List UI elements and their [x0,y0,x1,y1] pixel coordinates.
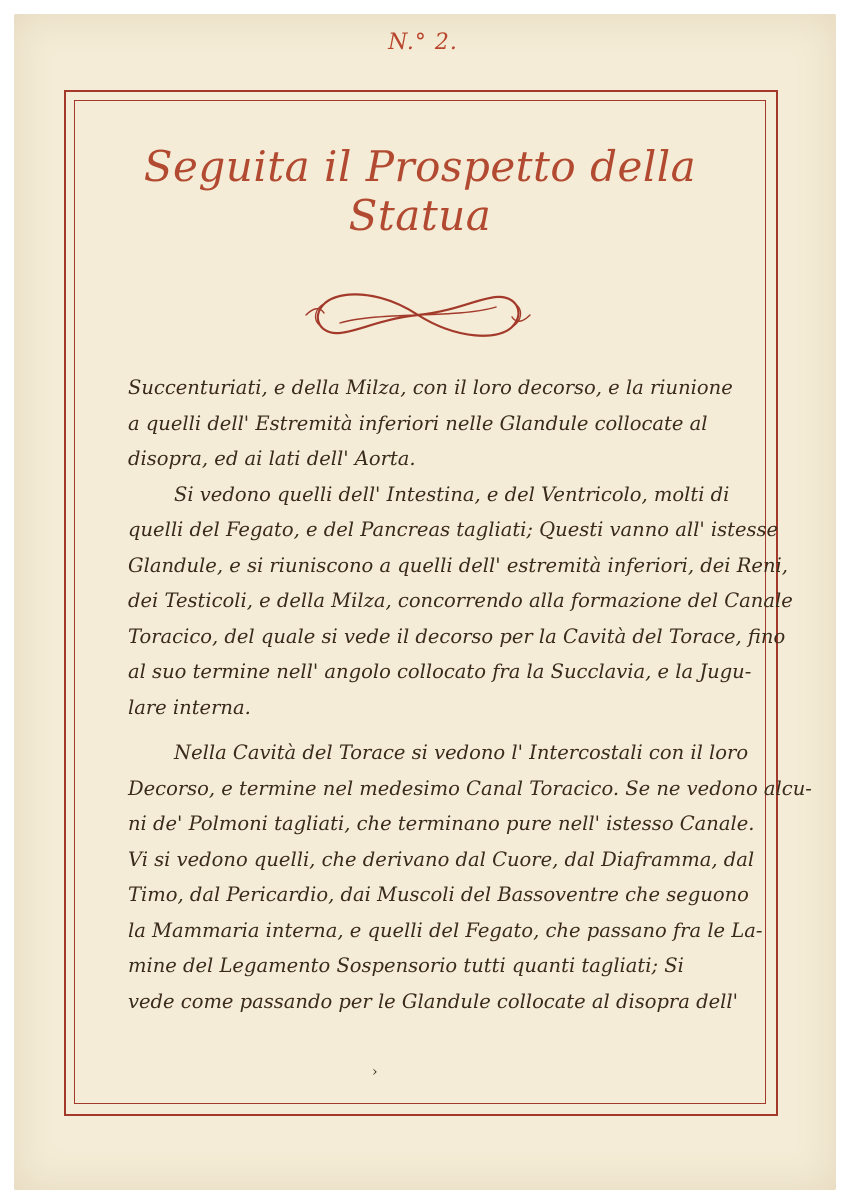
text-line: al suo termine nell' angolo collocato fra la Succlavia, e la Jugu- [128,660,752,683]
text-line: vede come passando per le Glandule collocate al disopra dell' [128,989,738,1013]
text-line: mine del Legamento Sospensorio tutti quanti tagliati; Si [128,954,684,977]
text-line: la Mammaria interna, e quelli del Fegato, che passano fra le La- [128,918,763,942]
calligraphic-flourish-icon [300,285,536,345]
text-line: quelli del Fegato, e del Pancreas tagliati; Questi vanno all' istesse [128,518,779,541]
text-line: a quelli dell' Estremità inferiori nelle Glandule collocate al [128,411,708,435]
text-line: dei Testicoli, e della Milza, concorrendo alla formazione del Canale [128,589,793,612]
text-line: lare interna. [128,695,251,719]
text-line: disopra, ed ai lati dell' Aorta. [128,447,416,470]
text-line: Vi si vedono quelli, che derivano dal Cuore, dal Diaframma, dal [128,847,755,871]
page-title: Seguita il Prospetto della Statua [143,142,697,240]
text-line: Toracico, del quale si vede il decorso per la Cavità del Torace, fino [128,624,786,648]
text-line: Si vedono quelli dell' Intestina, e del Ventricolo, molti di [174,482,730,506]
sheet-number: N.° 2. [388,30,458,55]
manuscript-body [128,370,812,1019]
text-line: Decorso, e termine nel medesimo Canal Toracico. Se ne vedono alcu- [128,776,812,800]
text-line: Nella Cavità del Torace si vedono l' Intercostali con il loro [174,741,749,764]
text-line: ni de' Polmoni tagliati, che terminano pure nell' istesso Canale. [128,812,755,835]
catchword-mark: › [372,1064,378,1080]
text-line: Succenturiati, e della Milza, con il loro decorso, e la riunione [128,376,733,399]
text-line: Glandule, e si riuniscono a quelli dell' estremità inferiori, dei Reni, [128,553,788,577]
paragraph-gap [128,725,768,735]
text-line: Timo, dal Pericardio, dai Muscoli del Bassoventre che seguono [128,883,749,906]
